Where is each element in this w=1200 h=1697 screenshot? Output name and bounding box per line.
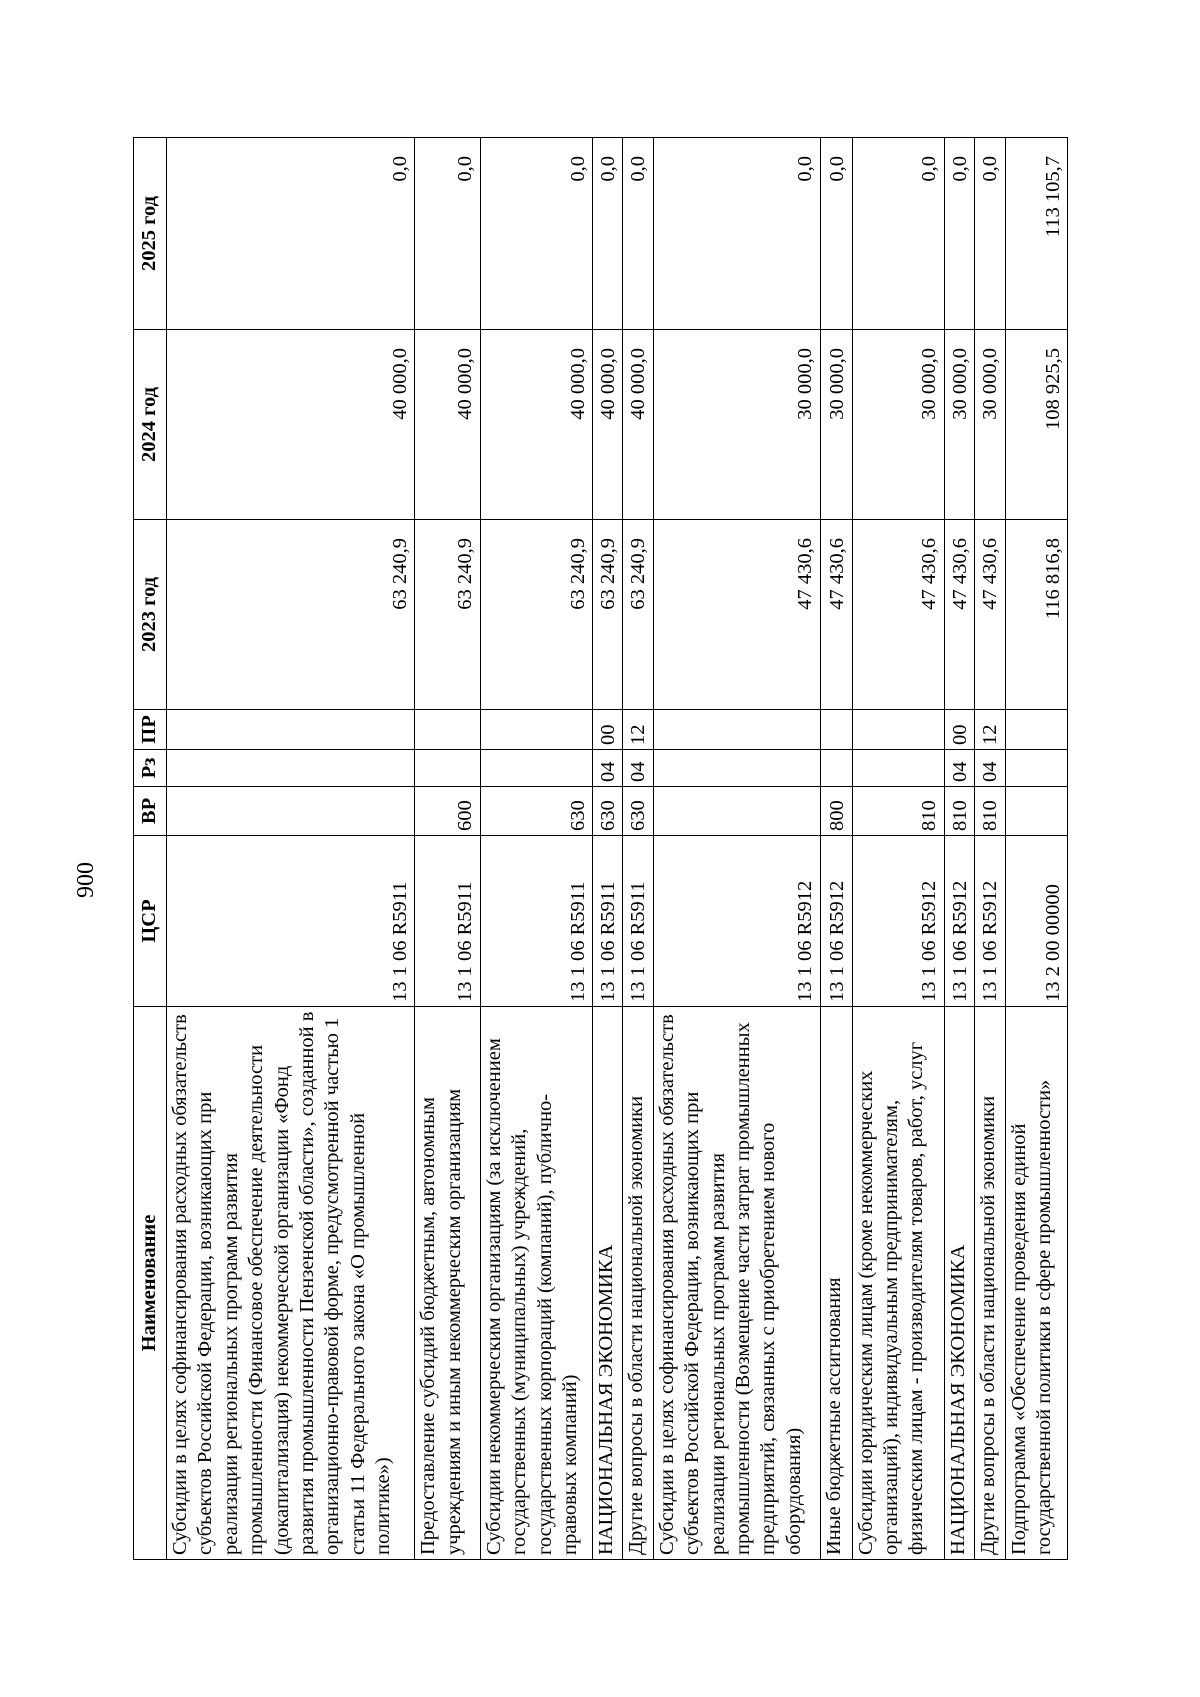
- table-row: [167, 138, 415, 1560]
- row-vr: 800: [820, 787, 852, 836]
- table-header-row: [134, 138, 167, 1560]
- col-header-pr: ПР: [134, 710, 167, 750]
- row-value-2024: 40 000,0: [623, 330, 653, 520]
- table-row: [1005, 138, 1067, 1560]
- row-vr: 630: [592, 787, 622, 836]
- col-header-vr: ВР: [134, 787, 167, 836]
- row-value-2025: 0,0: [415, 138, 480, 330]
- table-row: [975, 138, 1005, 1560]
- row-name: Субсидии юридическим лицам (кроме некоммерческих организаций), индивидуальным предпринимателям, физическим лицам - производителям товаров, работ, услуг: [852, 1007, 944, 1560]
- row-pr: 00: [592, 710, 622, 750]
- row-csr: 13 1 06 R5911: [480, 836, 592, 1007]
- row-value-2023: 63 240,9: [623, 520, 653, 710]
- table-body: [167, 138, 1068, 1560]
- row-rz: [480, 750, 592, 787]
- col-header-2023: 2023 год: [134, 520, 167, 710]
- row-rz: 04: [975, 750, 1005, 787]
- row-value-2024: 30 000,0: [975, 330, 1005, 520]
- row-vr: [653, 787, 820, 836]
- row-value-2024: 40 000,0: [167, 330, 415, 520]
- row-pr: 12: [975, 710, 1005, 750]
- row-vr: 810: [944, 787, 974, 836]
- row-value-2023: 116 816,8: [1005, 520, 1067, 710]
- row-pr: 00: [944, 710, 974, 750]
- row-pr: [167, 710, 415, 750]
- row-rz: [653, 750, 820, 787]
- row-csr: 13 1 06 R5912: [975, 836, 1005, 1007]
- row-value-2023: 47 430,6: [653, 520, 820, 710]
- col-header-2024: 2024 год: [134, 330, 167, 520]
- row-name: Субсидии в целях софинансирования расходных обязательств субъектов Российской Федерации, возникающих при реализации региональных программ развития промышленности (Возмещение части затрат промышленных предприятий, связанных с приобретением нового оборудования): [653, 1007, 820, 1560]
- row-name: Подпрограмма «Обеспечение проведения единой государственной политики в сфере промышленности»: [1005, 1007, 1067, 1560]
- table-row: [820, 138, 852, 1560]
- col-header-csr: ЦСР: [134, 836, 167, 1007]
- row-vr: 630: [623, 787, 653, 836]
- row-vr: 810: [852, 787, 944, 836]
- row-name: Предоставление субсидий бюджетным, автономным учреждениям и иным некоммерческим организациям: [415, 1007, 480, 1560]
- row-name: Субсидии некоммерческим организациям (за исключением государственных (муниципальных) учреждений, государственных корпораций (компаний), публично-правовых компаний): [480, 1007, 592, 1560]
- row-vr: 600: [415, 787, 480, 836]
- row-csr: 13 1 06 R5911: [415, 836, 480, 1007]
- row-csr: 13 1 06 R5911: [592, 836, 622, 1007]
- row-csr: 13 1 06 R5911: [167, 836, 415, 1007]
- budget-table: [133, 137, 1068, 1560]
- row-pr: [415, 710, 480, 750]
- row-value-2025: 0,0: [820, 138, 852, 330]
- row-value-2024: 40 000,0: [480, 330, 592, 520]
- row-rz: 04: [944, 750, 974, 787]
- row-value-2025: 0,0: [975, 138, 1005, 330]
- row-value-2024: 40 000,0: [592, 330, 622, 520]
- row-pr: [480, 710, 592, 750]
- row-name: Иные бюджетные ассигнования: [820, 1007, 852, 1560]
- row-value-2023: 63 240,9: [415, 520, 480, 710]
- row-value-2023: 63 240,9: [167, 520, 415, 710]
- col-header-rz: Рз: [134, 750, 167, 787]
- row-value-2025: 0,0: [944, 138, 974, 330]
- row-vr: 630: [480, 787, 592, 836]
- row-csr: 13 1 06 R5911: [623, 836, 653, 1007]
- row-value-2024: 108 925,5: [1005, 330, 1067, 520]
- row-value-2024: 30 000,0: [653, 330, 820, 520]
- row-value-2023: 47 430,6: [975, 520, 1005, 710]
- row-name: Субсидии в целях софинансирования расходных обязательств субъектов Российской Федерации, возникающих при реализации региональных программ развития промышленности (Финансовое обеспечение деятельности (докапитализация) некоммерческой организации «Фонд развития промышленности Пензенской области», созданной в организационно-правовой форме, предусмотренной частью 1 статьи 11 Федерального закона «О промышленной политике»): [167, 1007, 415, 1560]
- row-name: Другие вопросы в области национальной экономики: [623, 1007, 653, 1560]
- row-pr: 12: [623, 710, 653, 750]
- col-header-2025: 2025 год: [134, 138, 167, 330]
- row-rz: [1005, 750, 1067, 787]
- row-csr: 13 2 00 00000: [1005, 836, 1067, 1007]
- row-rz: [167, 750, 415, 787]
- table-row: [944, 138, 974, 1560]
- row-value-2024: 30 000,0: [944, 330, 974, 520]
- row-value-2023: 47 430,6: [852, 520, 944, 710]
- row-rz: [820, 750, 852, 787]
- row-value-2023: 63 240,9: [480, 520, 592, 710]
- row-csr: 13 1 06 R5912: [944, 836, 974, 1007]
- row-rz: [852, 750, 944, 787]
- row-name: НАЦИОНАЛЬНАЯ ЭКОНОМИКА: [592, 1007, 622, 1560]
- row-vr: [1005, 787, 1067, 836]
- table-row: [852, 138, 944, 1560]
- row-value-2023: 47 430,6: [820, 520, 852, 710]
- row-pr: [653, 710, 820, 750]
- row-value-2025: 0,0: [852, 138, 944, 330]
- row-value-2024: 30 000,0: [852, 330, 944, 520]
- row-value-2025: 0,0: [592, 138, 622, 330]
- row-csr: 13 1 06 R5912: [852, 836, 944, 1007]
- col-header-name: Наименование: [134, 1007, 167, 1560]
- row-value-2023: 47 430,6: [944, 520, 974, 710]
- table-row: [623, 138, 653, 1560]
- table-row: [653, 138, 820, 1560]
- row-rz: [415, 750, 480, 787]
- table-row: [415, 138, 480, 1560]
- row-value-2023: 63 240,9: [592, 520, 622, 710]
- row-value-2024: 40 000,0: [415, 330, 480, 520]
- row-value-2024: 30 000,0: [820, 330, 852, 520]
- row-pr: [820, 710, 852, 750]
- row-value-2025: 113 105,7: [1005, 138, 1067, 330]
- row-pr: [852, 710, 944, 750]
- row-rz: 04: [623, 750, 653, 787]
- row-vr: [167, 787, 415, 836]
- row-value-2025: 0,0: [623, 138, 653, 330]
- row-csr: 13 1 06 R5912: [653, 836, 820, 1007]
- row-value-2025: 0,0: [480, 138, 592, 330]
- table-row: [480, 138, 592, 1560]
- row-vr: 810: [975, 787, 1005, 836]
- row-name: Другие вопросы в области национальной экономики: [975, 1007, 1005, 1560]
- row-rz: 04: [592, 750, 622, 787]
- rotated-table-container: [133, 138, 1068, 1560]
- row-value-2025: 0,0: [653, 138, 820, 330]
- table-row: [592, 138, 622, 1560]
- row-value-2025: 0,0: [167, 138, 415, 330]
- page-number: 900: [73, 862, 99, 898]
- row-pr: [1005, 710, 1067, 750]
- row-name: НАЦИОНАЛЬНАЯ ЭКОНОМИКА: [944, 1007, 974, 1560]
- row-csr: 13 1 06 R5912: [820, 836, 852, 1007]
